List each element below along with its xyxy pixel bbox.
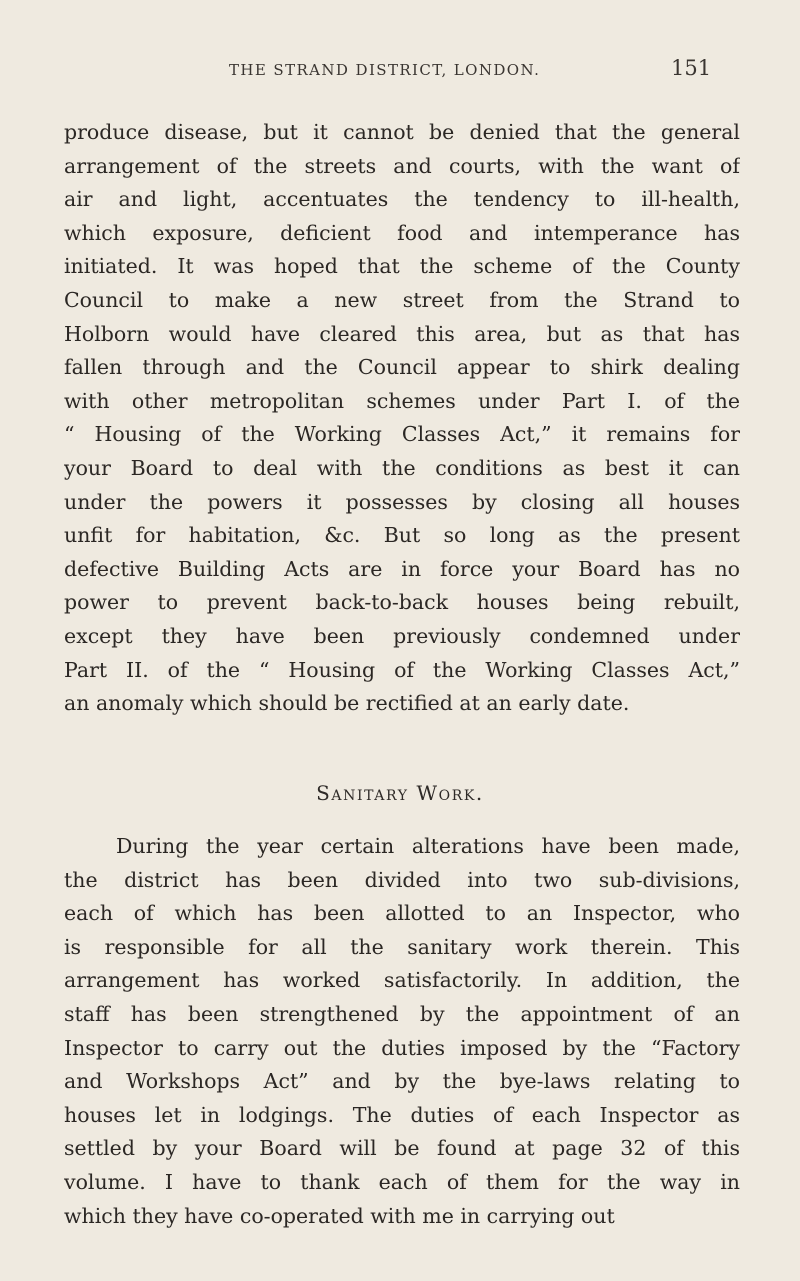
text-line: which exposure, deficient food and intemperance has [64,220,740,245]
text-line: defective Building Acts are in force your Board has no [64,556,740,581]
text-line: staff has been strengthened by the appointment of an [64,1001,740,1026]
paragraph-body-2 [64,830,740,1233]
text-line: During the year certain alterations have been made, [116,834,740,858]
text-line: is responsible for all the sanitary work therein. This [64,934,740,959]
text-line: volume. I have to thank each of them for the way in [64,1169,740,1194]
text-line: except they have been previously condemned under [64,623,740,648]
section-heading: Sanitary Work. [316,781,484,805]
text-line: fallen through and the Council appear to shirk dealing [64,355,740,380]
text-line: “ Housing of the Working Classes Act,” it remains for [64,422,740,447]
text-line: Council to make a new street from the Strand to [64,287,740,312]
text-line: each of which has been allotted to an Inspector, who [64,901,740,926]
text-line: houses let in lodgings. The duties of each Inspector as [64,1102,740,1127]
text-line: which they have co-operated with me in carrying out [64,1203,615,1228]
text-line: initiated. It was hoped that the scheme of the County [64,254,740,279]
text-line: under the powers it possesses by closing all houses [64,489,740,514]
text-line: your Board to deal with the conditions as best it can [64,455,740,480]
running-title: THE STRAND DISTRICT, LONDON. [229,61,541,79]
text-line: settled by your Board will be found at page 32 of this [64,1136,740,1161]
paragraph-body-1 [64,116,740,721]
text-line: Holborn would have cleared this area, but as that has [64,321,740,346]
text-line: and Workshops Act” and by the bye-laws relating to [64,1069,740,1094]
text-line: produce disease, but it cannot be denied that the general [64,120,740,144]
text-line: Inspector to carry out the duties imposed by the “Factory [64,1035,740,1060]
text-line: Part II. of the “ Housing of the Working Classes Act,” [64,657,740,682]
text-line: arrangement of the streets and courts, with the want of [64,153,740,178]
text-line: arrangement has worked satisfactorily. In addition, the [64,968,740,993]
text-line: air and light, accentuates the tendency to ill-health, [64,187,740,212]
text-line: an anomaly which should be rectified at an early date. [64,691,630,716]
page-number: 151 [671,56,712,80]
text-line: the district has been divided into two sub-divisions, [64,867,740,892]
text-line: unfit for habitation, &c. But so long as the present [64,523,740,548]
text-line: power to prevent back-to-back houses being rebuilt, [64,590,740,615]
text-line: with other metropolitan schemes under Part I. of the [64,388,740,413]
